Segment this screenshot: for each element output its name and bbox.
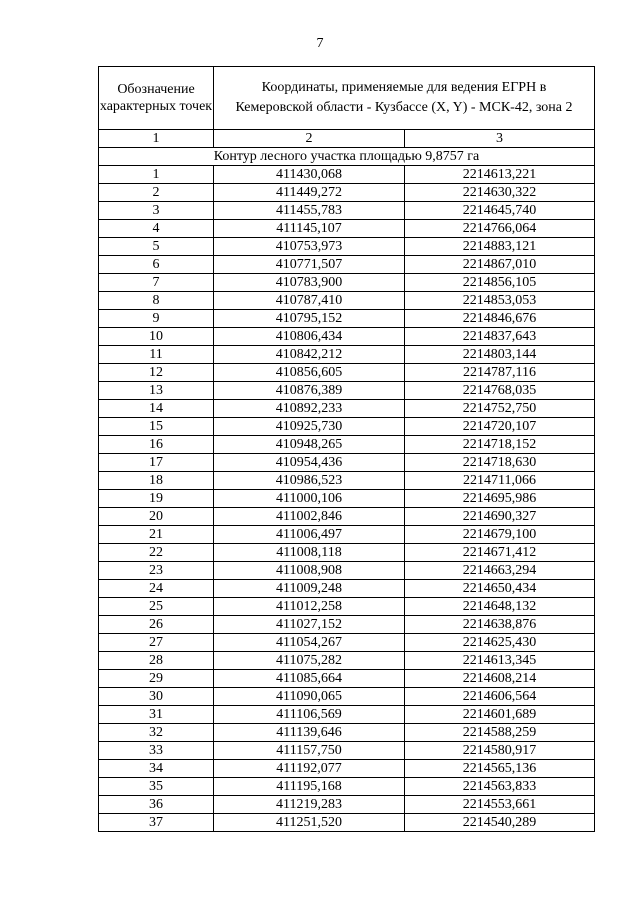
coordinate-x: 411009,248 [214,580,405,598]
coordinate-y: 2214690,327 [405,508,595,526]
coordinate-x: 410876,389 [214,382,405,400]
table-row [99,742,595,760]
point-number: 15 [99,418,214,436]
coordinate-x: 411449,272 [214,184,405,202]
coordinate-x: 410925,730 [214,418,405,436]
coordinate-x: 410753,973 [214,238,405,256]
table-header [99,67,595,166]
point-number: 10 [99,328,214,346]
coordinate-x: 410842,212 [214,346,405,364]
table-row [99,418,595,436]
column-index: 1 [99,130,214,148]
coordinate-y: 2214752,750 [405,400,595,418]
point-number: 24 [99,580,214,598]
table-row [99,526,595,544]
coordinate-y: 2214563,833 [405,778,595,796]
point-number: 14 [99,400,214,418]
section-title-row [99,148,595,166]
coordinate-y: 2214768,035 [405,382,595,400]
table-row [99,256,595,274]
coordinate-y: 2214648,132 [405,598,595,616]
table-row [99,400,595,418]
table-row [99,688,595,706]
table-row [99,472,595,490]
coordinate-y: 2214625,430 [405,634,595,652]
table-row [99,706,595,724]
coordinates-table [98,66,595,832]
table-row [99,580,595,598]
coordinate-x: 411219,283 [214,796,405,814]
table-row [99,454,595,472]
coordinate-y: 2214540,289 [405,814,595,832]
coordinate-x: 411000,106 [214,490,405,508]
table-row [99,616,595,634]
point-number: 25 [99,598,214,616]
table-row [99,508,595,526]
coordinate-x: 411002,846 [214,508,405,526]
point-number: 26 [99,616,214,634]
section-title: Контур лесного участка площадью 9,8757 га [99,148,595,166]
coordinate-y: 2214638,876 [405,616,595,634]
coordinate-y: 2214711,066 [405,472,595,490]
coordinate-y: 2214580,917 [405,742,595,760]
coordinate-x: 410948,265 [214,436,405,454]
point-number: 2 [99,184,214,202]
coordinate-x: 410856,605 [214,364,405,382]
point-number: 5 [99,238,214,256]
coordinate-x: 411195,168 [214,778,405,796]
point-number: 20 [99,508,214,526]
point-number: 18 [99,472,214,490]
coordinate-y: 2214606,564 [405,688,595,706]
point-number: 7 [99,274,214,292]
point-number: 4 [99,220,214,238]
point-number: 9 [99,310,214,328]
table-row [99,382,595,400]
coordinate-x: 410986,523 [214,472,405,490]
table-body [99,166,595,832]
coordinate-y: 2214565,136 [405,760,595,778]
point-number: 32 [99,724,214,742]
coordinate-x: 411455,783 [214,202,405,220]
table-row [99,220,595,238]
header-coordinates [214,67,595,130]
table-row [99,814,595,832]
coordinate-y: 2214718,630 [405,454,595,472]
table-row [99,544,595,562]
coordinate-y: 2214663,294 [405,562,595,580]
table-row [99,346,595,364]
point-number: 3 [99,202,214,220]
point-number: 12 [99,364,214,382]
point-number: 35 [99,778,214,796]
column-index-row [99,130,595,148]
point-number: 37 [99,814,214,832]
table-row [99,328,595,346]
column-index: 3 [405,130,595,148]
coordinate-x: 411008,908 [214,562,405,580]
coordinate-y: 2214867,010 [405,256,595,274]
point-number: 31 [99,706,214,724]
table-row [99,166,595,184]
table-row [99,292,595,310]
table-row [99,778,595,796]
coordinate-x: 410954,436 [214,454,405,472]
point-number: 27 [99,634,214,652]
coordinate-x: 411090,065 [214,688,405,706]
coordinate-y: 2214766,064 [405,220,595,238]
table-row [99,184,595,202]
header-point-designation: Обозначение характерных точек [99,67,214,130]
coordinate-y: 2214588,259 [405,724,595,742]
coordinate-x: 411008,118 [214,544,405,562]
coordinate-y: 2214718,152 [405,436,595,454]
point-number: 36 [99,796,214,814]
coordinate-x: 411106,569 [214,706,405,724]
table-row [99,652,595,670]
point-number: 1 [99,166,214,184]
table-row [99,796,595,814]
coordinate-y: 2214671,412 [405,544,595,562]
coordinate-x: 411430,068 [214,166,405,184]
point-number: 30 [99,688,214,706]
header-coordinates-line1: Координаты, применяемые для ведения ЕГРН в [261,80,547,95]
coordinate-y: 2214645,740 [405,202,595,220]
point-number: 19 [99,490,214,508]
coordinate-y: 2214601,689 [405,706,595,724]
table-row [99,490,595,508]
coordinate-x: 410795,152 [214,310,405,328]
coordinate-x: 411075,282 [214,652,405,670]
coordinate-x: 411085,664 [214,670,405,688]
coordinate-x: 410806,434 [214,328,405,346]
coordinate-x: 411192,077 [214,760,405,778]
header-coordinates-line2: Кемеровской области - Кузбассе (X, Y) - МСК-42, зона 2 [235,100,573,115]
coordinate-x: 411006,497 [214,526,405,544]
coordinate-y: 2214613,221 [405,166,595,184]
point-number: 23 [99,562,214,580]
header-row [99,67,595,130]
table-row [99,238,595,256]
coordinate-x: 411145,107 [214,220,405,238]
table-row [99,598,595,616]
point-number: 11 [99,346,214,364]
coordinate-y: 2214853,053 [405,292,595,310]
point-number: 6 [99,256,214,274]
column-index: 2 [214,130,405,148]
coordinate-y: 2214787,116 [405,364,595,382]
coordinate-x: 410771,507 [214,256,405,274]
coordinate-x: 411054,267 [214,634,405,652]
coordinate-y: 2214613,345 [405,652,595,670]
coordinate-y: 2214608,214 [405,670,595,688]
point-number: 21 [99,526,214,544]
table-row [99,562,595,580]
coordinate-y: 2214695,986 [405,490,595,508]
coordinate-y: 2214679,100 [405,526,595,544]
table-row [99,364,595,382]
point-number: 8 [99,292,214,310]
coordinate-y: 2214720,107 [405,418,595,436]
coordinate-x: 411251,520 [214,814,405,832]
coordinate-y: 2214803,144 [405,346,595,364]
point-number: 34 [99,760,214,778]
table-row [99,436,595,454]
coordinate-y: 2214883,121 [405,238,595,256]
point-number: 22 [99,544,214,562]
table-row [99,310,595,328]
table-row [99,760,595,778]
point-number: 16 [99,436,214,454]
coordinate-y: 2214553,661 [405,796,595,814]
coordinate-y: 2214630,322 [405,184,595,202]
coordinate-x: 411027,152 [214,616,405,634]
coordinate-x: 410787,410 [214,292,405,310]
point-number: 28 [99,652,214,670]
table-row [99,670,595,688]
point-number: 17 [99,454,214,472]
coordinate-y: 2214837,643 [405,328,595,346]
page-number: 7 [316,36,324,51]
coordinate-x: 410892,233 [214,400,405,418]
coordinate-x: 411139,646 [214,724,405,742]
coordinate-y: 2214650,434 [405,580,595,598]
table-row [99,202,595,220]
coordinate-x: 411157,750 [214,742,405,760]
point-number: 13 [99,382,214,400]
point-number: 29 [99,670,214,688]
table-row [99,634,595,652]
coordinate-y: 2214846,676 [405,310,595,328]
coordinate-x: 410783,900 [214,274,405,292]
table-row [99,274,595,292]
coordinate-x: 411012,258 [214,598,405,616]
table-row [99,724,595,742]
point-number: 33 [99,742,214,760]
coordinate-y: 2214856,105 [405,274,595,292]
